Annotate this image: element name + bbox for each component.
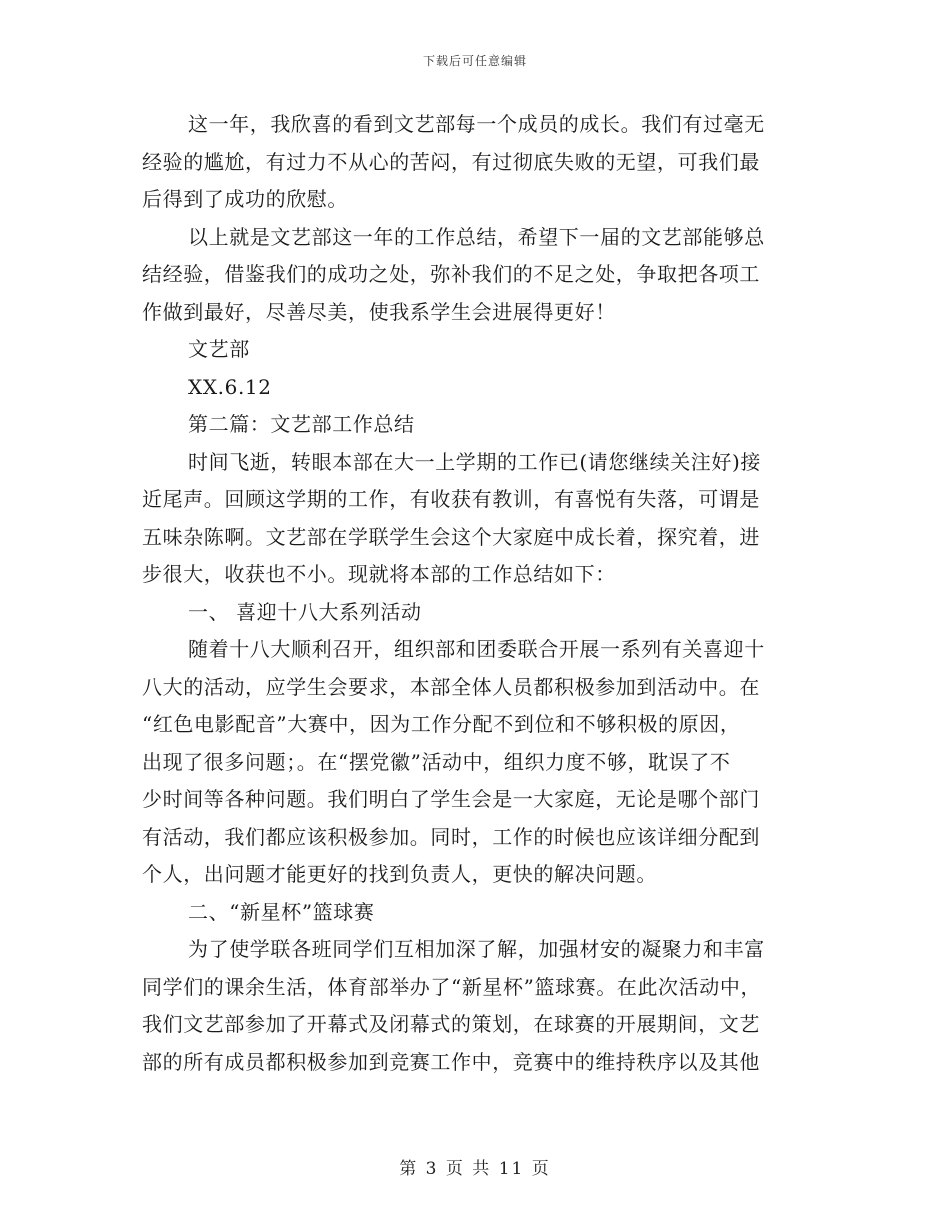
text-line: 以上就是文艺部这一年的工作总结，希望下一届的文艺部能够总 xyxy=(188,224,765,249)
text-line: 经验的尴尬，有过力不从心的苦闷，有过彻底失败的无望，可我们最 xyxy=(142,149,760,174)
document-body xyxy=(142,106,802,1081)
text-line: 少时间等各种问题。我们明白了学生会是一大家庭，无论是哪个部门 xyxy=(142,787,760,811)
text-line: 随着十八大顺利召开，组织部和团委联合开展一系列有关喜迎十 xyxy=(188,637,765,661)
text-line: 出现了很多问题；。在“摆党徽”活动中，组织力度不够，耽误了不 xyxy=(142,749,731,774)
text-line: 五味杂陈啊。文艺部在学联学生会这个大家庭中成长着，探究着，进 xyxy=(142,524,760,549)
text-line: 这一年，我欣喜的看到文艺部每一个成员的成长。我们有过毫无 xyxy=(188,112,765,136)
text-line: 个人，出问题才能更好的找到负责人，更快的解决问题。 xyxy=(142,862,657,886)
page-footer: 第 3 页 共 11 页 xyxy=(399,1159,551,1179)
text-line: 近尾声。回顾这学期的工作，有收获有教训，有喜悦有失落，可谓是 xyxy=(142,487,760,511)
text-line: 部的所有成员都积极参加到竞赛工作中，竞赛中的维持秩序以及其他 xyxy=(142,1049,760,1074)
text-line: 文艺部 xyxy=(188,337,250,361)
text-line: 八大的活动，应学生会要求，本部全体人员都积极参加到活动中。在 xyxy=(142,674,760,699)
text-line: 步很大，收获也不小。现就将本部的工作总结如下： xyxy=(142,562,616,586)
text-line: 同学们的课余生活，体育部举办了“新星杯”篮球赛。在此次活动中， xyxy=(142,974,762,999)
text-line: 二、“新星杯”篮球赛 xyxy=(188,899,375,924)
text-line: 后得到了成功的欣慰。 xyxy=(142,187,348,211)
text-line: 我们文艺部参加了开幕式及闭幕式的策划，在球赛的开展期间，文艺 xyxy=(142,1012,760,1036)
text-line: 结经验，借鉴我们的成功之处，弥补我们的不足之处，争取把各项工 xyxy=(142,262,760,286)
text-line: 为了使学联各班同学们互相加深了解，加强材安的凝聚力和丰富 xyxy=(188,937,765,961)
text-line: 作做到最好，尽善尽美，使我系学生会进展得更好！ xyxy=(142,299,616,324)
text-line: 有活动，我们都应该积极参加。同时，工作的时候也应该详细分配到 xyxy=(142,824,760,849)
page-header: 下载后可任意编辑 xyxy=(422,54,527,68)
text-line: “红色电影配音”大赛中，因为工作分配不到位和不够积极的原因， xyxy=(142,712,741,736)
text-line: 一、 喜迎十八大系列活动 xyxy=(188,599,422,624)
text-line: 时间飞逝，转眼本部在大一上学期的工作已(请您继续关注好)接 xyxy=(188,449,762,474)
text-line: XX.6.12 xyxy=(188,374,272,399)
text-line: 第二篇：文艺部工作总结 xyxy=(188,412,415,436)
